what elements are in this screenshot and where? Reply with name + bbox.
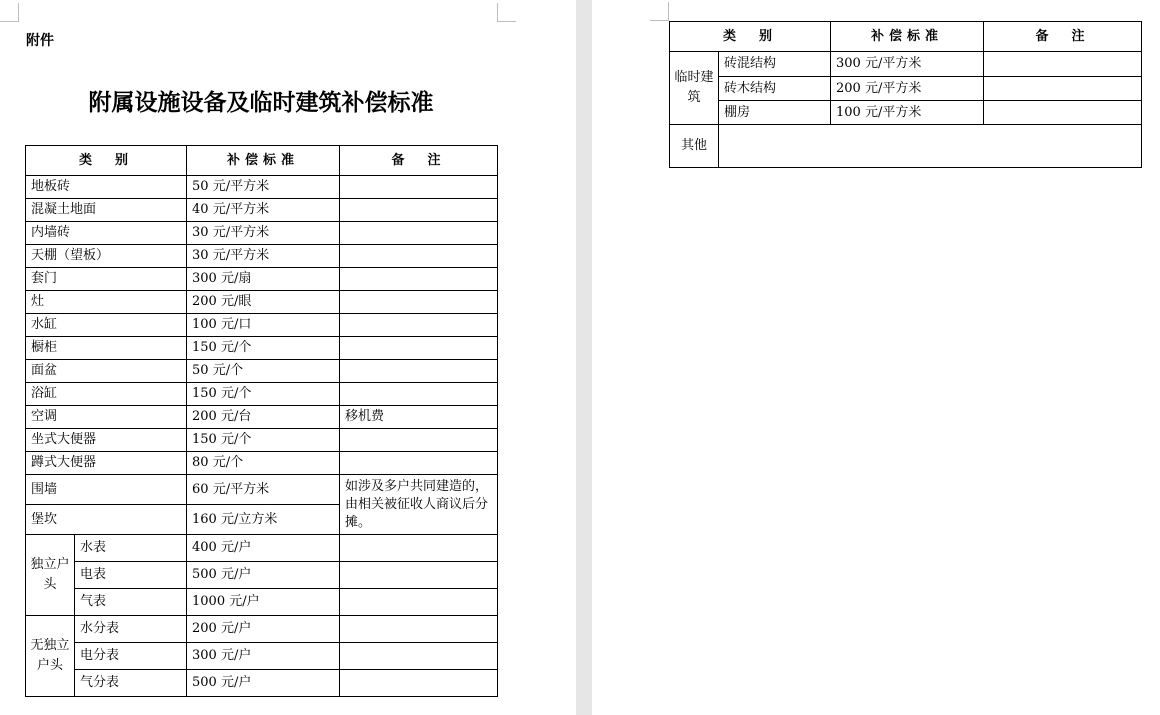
standard-cell: 100 元/口 <box>187 314 340 337</box>
remark-cell <box>340 222 498 245</box>
other-label: 其他 <box>670 125 719 168</box>
item-cell: 砖木结构 <box>719 77 831 101</box>
standard-cell: 200 元/眼 <box>187 291 340 314</box>
other-content-cell <box>719 125 1142 168</box>
standard-cell: 30 元/平方米 <box>187 245 340 268</box>
table-row <box>26 360 498 383</box>
item-cell: 电分表 <box>75 643 187 670</box>
standard-cell: 160 元/立方米 <box>187 505 340 535</box>
item-cell: 水缸 <box>26 314 187 337</box>
temp-building-table <box>669 21 1142 168</box>
table-header-row <box>670 22 1142 52</box>
table-row <box>670 101 1142 125</box>
item-cell: 橱柜 <box>26 337 187 360</box>
document-title: 附属设施设备及临时建筑补偿标准 <box>88 89 434 116</box>
item-cell: 棚房 <box>719 101 831 125</box>
table-row <box>26 176 498 199</box>
standard-cell: 500 元/户 <box>187 670 340 697</box>
table-row <box>26 535 498 562</box>
remark-cell <box>984 52 1142 77</box>
remark-cell: 移机费 <box>340 406 498 429</box>
standard-cell: 80 元/个 <box>187 452 340 475</box>
item-cell: 水表 <box>75 535 187 562</box>
table-row <box>26 222 498 245</box>
page-right <box>592 0 1160 715</box>
item-cell: 混凝土地面 <box>26 199 187 222</box>
table-row <box>26 429 498 452</box>
item-cell: 浴缸 <box>26 383 187 406</box>
remark-cell <box>340 383 498 406</box>
table-row <box>670 125 1142 168</box>
standard-cell: 100 元/平方米 <box>831 101 984 125</box>
standard-cell: 150 元/个 <box>187 429 340 452</box>
header-category: 类 别 <box>670 22 831 52</box>
table-row <box>26 589 498 616</box>
remark-cell <box>340 616 498 643</box>
table-row <box>26 475 498 505</box>
item-cell: 内墙砖 <box>26 222 187 245</box>
standard-cell: 60 元/平方米 <box>187 475 340 505</box>
remark-cell <box>340 670 498 697</box>
table-row <box>670 52 1142 77</box>
header-standard: 补偿标准 <box>187 146 340 176</box>
table-row <box>26 670 498 697</box>
table-row <box>26 452 498 475</box>
standard-cell: 40 元/平方米 <box>187 199 340 222</box>
margin-mark <box>0 3 19 22</box>
remark-cell <box>984 77 1142 101</box>
table-row <box>26 268 498 291</box>
remark-cell <box>340 535 498 562</box>
table-row <box>26 383 498 406</box>
item-cell: 地板砖 <box>26 176 187 199</box>
standard-cell: 400 元/户 <box>187 535 340 562</box>
table-header-row <box>26 146 498 176</box>
remark-cell <box>340 589 498 616</box>
item-cell: 面盆 <box>26 360 187 383</box>
standard-cell: 200 元/台 <box>187 406 340 429</box>
remark-cell <box>340 562 498 589</box>
remark-cell <box>340 245 498 268</box>
item-cell: 围墙 <box>26 475 187 505</box>
standard-cell: 1000 元/户 <box>187 589 340 616</box>
remark-cell <box>340 360 498 383</box>
table-row <box>26 245 498 268</box>
standard-cell: 200 元/平方米 <box>831 77 984 101</box>
table-row <box>26 562 498 589</box>
item-cell: 空调 <box>26 406 187 429</box>
header-standard: 补偿标准 <box>831 22 984 52</box>
compensation-table <box>25 145 498 697</box>
margin-mark <box>650 2 669 21</box>
table-row <box>26 337 498 360</box>
table-row <box>26 616 498 643</box>
table-row <box>26 199 498 222</box>
header-remark: 备 注 <box>340 146 498 176</box>
standard-cell: 50 元/平方米 <box>187 176 340 199</box>
remark-cell <box>340 268 498 291</box>
header-remark: 备 注 <box>984 22 1142 52</box>
page-left <box>0 0 576 715</box>
remark-cell <box>340 429 498 452</box>
page-gap <box>576 0 592 715</box>
item-cell: 坐式大便器 <box>26 429 187 452</box>
margin-mark <box>497 3 516 22</box>
group-label-no-independent: 无独立户头 <box>26 616 75 697</box>
standard-cell: 300 元/平方米 <box>831 52 984 77</box>
table-row <box>26 406 498 429</box>
standard-cell: 300 元/扇 <box>187 268 340 291</box>
item-cell: 天棚（望板） <box>26 245 187 268</box>
item-cell: 套门 <box>26 268 187 291</box>
standard-cell: 150 元/个 <box>187 383 340 406</box>
table-row <box>26 314 498 337</box>
remark-cell <box>340 199 498 222</box>
item-cell: 气分表 <box>75 670 187 697</box>
item-cell: 蹲式大便器 <box>26 452 187 475</box>
annex-label: 附件 <box>26 33 54 49</box>
standard-cell: 150 元/个 <box>187 337 340 360</box>
table-row <box>26 643 498 670</box>
table-row <box>670 77 1142 101</box>
remark-cell <box>984 101 1142 125</box>
remark-cell <box>340 291 498 314</box>
item-cell: 电表 <box>75 562 187 589</box>
standard-cell: 30 元/平方米 <box>187 222 340 245</box>
group-label-temp-building: 临时建筑 <box>670 52 719 125</box>
remark-cell <box>340 314 498 337</box>
standard-cell: 50 元/个 <box>187 360 340 383</box>
shared-cost-remark: 如涉及多户共同建造的，由相关被征收人商议后分摊。 <box>340 475 498 535</box>
item-cell: 堡坎 <box>26 505 187 535</box>
group-label-independent: 独立户头 <box>26 535 75 616</box>
table-row <box>26 291 498 314</box>
item-cell: 气表 <box>75 589 187 616</box>
item-cell: 砖混结构 <box>719 52 831 77</box>
item-cell: 灶 <box>26 291 187 314</box>
standard-cell: 300 元/户 <box>187 643 340 670</box>
remark-cell <box>340 643 498 670</box>
header-category: 类 别 <box>26 146 187 176</box>
remark-cell <box>340 337 498 360</box>
item-cell: 水分表 <box>75 616 187 643</box>
standard-cell: 200 元/户 <box>187 616 340 643</box>
remark-cell <box>340 452 498 475</box>
standard-cell: 500 元/户 <box>187 562 340 589</box>
remark-cell <box>340 176 498 199</box>
